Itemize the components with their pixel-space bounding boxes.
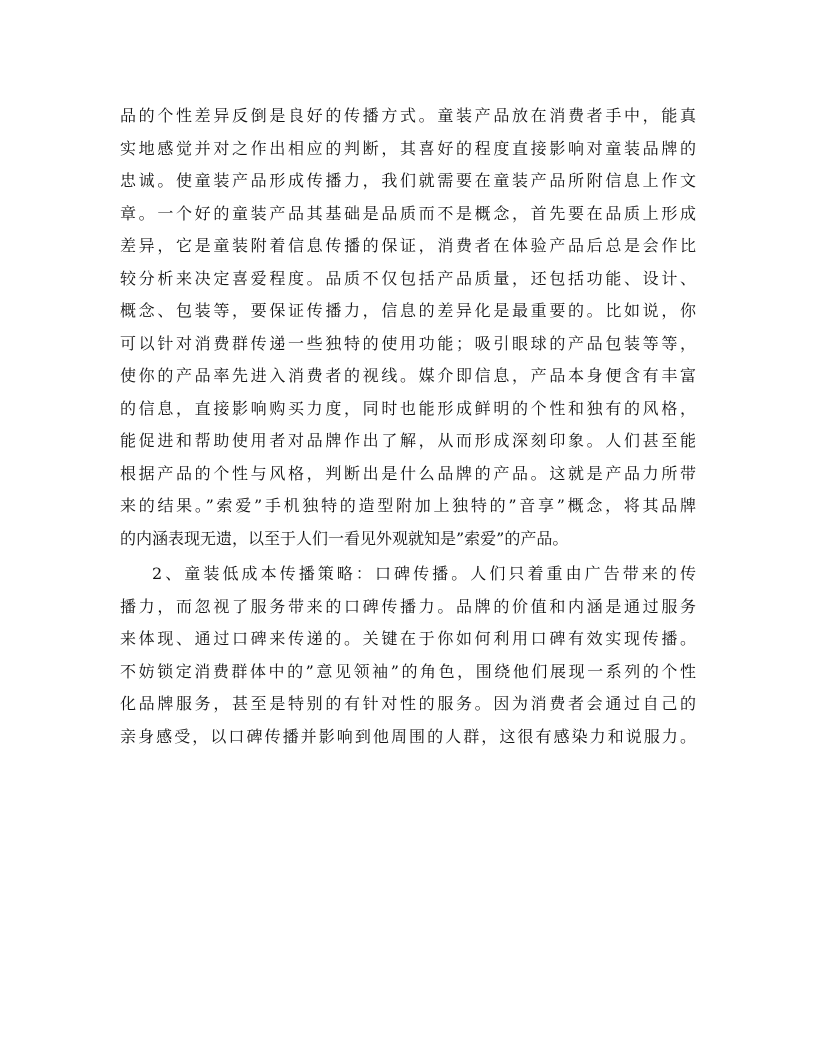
paragraph-1 — [120, 100, 696, 555]
text-line: 可以针对消费群传递一些独特的使用功能；吸引眼球的产品包装等等， — [120, 333, 696, 353]
text-line: 的信息，直接影响购买力度，同时也能形成鲜明的个性和独有的风格， — [120, 398, 696, 418]
text-line: 来的结果。”索爱”手机独特的造型附加上独特的”音享”概念，将其品牌 — [120, 496, 696, 515]
text-line: 品的个性差异反倒是良好的传播方式。童装产品放在消费者手中，能真 — [120, 106, 696, 125]
paragraph-2 — [120, 558, 696, 753]
text-line: 章。一个好的童装产品其基础是品质而不是概念，首先要在品质上形成 — [120, 203, 696, 223]
text-line: 较分析来决定喜爱程度。品质不仅包括产品质量，还包括功能、设计、 — [120, 268, 696, 288]
text-line: 差异，它是童装附着信息传播的保证，消费者在体验产品后总是会作比 — [120, 236, 696, 255]
text-line: 来体现、通过口碑来传递的。关键在于你如何利用口碑有效实现传播。 — [120, 629, 696, 648]
text-line: 化品牌服务，甚至是特别的有针对性的服务。因为消费者会通过自己的 — [120, 694, 696, 713]
text-line: 亲身感受，以口碑传播并影响到他周围的人群，这很有感染力和说服力。 — [120, 726, 696, 746]
text-line: 播力，而忽视了服务带来的口碑传播力。品牌的价值和内涵是通过服务 — [120, 596, 696, 616]
text-line: 不妨锁定消费群体中的”意见领袖”的角色，围绕他们展现一系列的个性 — [120, 661, 696, 681]
text-line: 根据产品的个性与风格，判断出是什么品牌的产品。这就是产品力所带 — [120, 463, 696, 483]
document-body — [120, 100, 696, 756]
text-line: 使你的产品率先进入消费者的视线。媒介即信息，产品本身便含有丰富 — [120, 366, 696, 385]
text-line: 实地感觉并对之作出相应的判断，其喜好的程度直接影响对童装品牌的 — [120, 138, 696, 158]
text-line: 忠诚。使童装产品形成传播力，我们就需要在童装产品所附信息上作文 — [120, 171, 696, 190]
text-line: 2、童装低成本传播策略：口碑传播。人们只着重由广告带来的传 — [152, 564, 696, 583]
text-line: 能促进和帮助使用者对品牌作出了解，从而形成深刻印象。人们甚至能 — [120, 431, 696, 450]
text-line: 概念、包装等，要保证传播力，信息的差异化是最重要的。比如说，你 — [120, 301, 696, 320]
text-line: 的内涵表现无遗，以至于人们一看见外观就知是”索爱”的产品。 — [120, 528, 569, 548]
